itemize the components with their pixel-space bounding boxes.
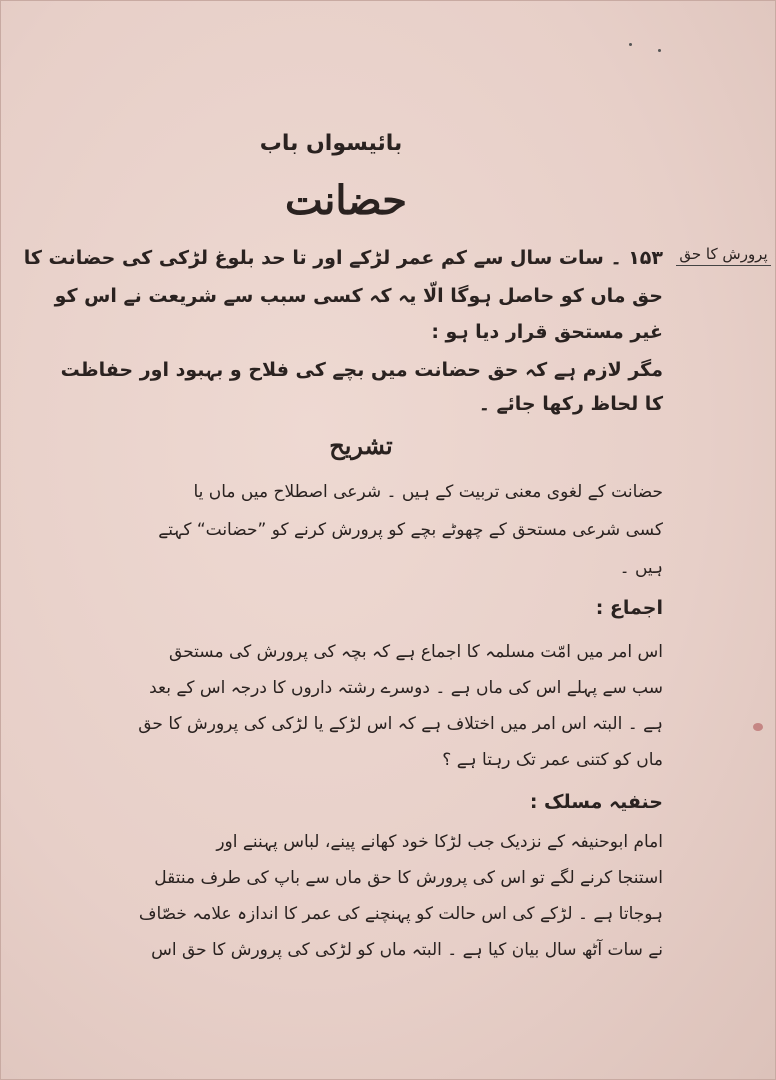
ijma-line: ماں کو کتنی عمر تک رہتا ہے ؟ bbox=[442, 750, 663, 770]
section-153-line: ۱۵۳ ۔ سات سال سے کم عمر لڑکے اور تا حد بلوغ لڑکی کی حضانت کا bbox=[23, 247, 663, 269]
sharh-line: کسی شرعی مستحق کے چھوٹے بچے کو پرورش کرنے کو ”حضانت“ کہتے bbox=[158, 520, 663, 540]
section-153-line: حق ماں کو حاصل ہوگا الّا یہ کہ کسی سبب سے شریعت نے اس کو bbox=[54, 285, 663, 307]
ijma-line: اس امر میں امّت مسلمہ کا اجماع ہے کہ بچہ کی پرورش کی مستحق bbox=[169, 642, 663, 662]
paper-stain bbox=[753, 723, 763, 731]
paper-speck bbox=[629, 43, 632, 46]
chapter-title: حضانت bbox=[284, 177, 407, 224]
hanafi-line: ہوجاتا ہے ۔ لڑکے کی اس حالت کو پہنچنے کی عمر کا اندازہ علامہ خصّاف bbox=[138, 904, 663, 924]
ijma-line: سب سے پہلے اس کی ماں ہے ۔ دوسرے رشتہ داروں کا درجہ اس کے بعد bbox=[149, 678, 663, 698]
section-153-line: غیر مستحق قرار دیا ہو : bbox=[431, 321, 663, 343]
sharh-line: ہیں ۔ bbox=[619, 558, 663, 578]
section-153-line: کا لحاظ رکھا جائے ۔ bbox=[478, 393, 663, 415]
hanafi-line: استنجا کرنے لگے تو اس کی پرورش کا حق ماں سے باپ کی طرف منتقل bbox=[154, 868, 663, 888]
section-153-line: مگر لازم ہے کہ حق حضانت میں بچے کی فلاح و بہبود اور حفاظت bbox=[60, 359, 663, 381]
ijma-line: ہے ۔ البتہ اس امر میں اختلاف ہے کہ اس لڑکے یا لڑکی کی پرورش کا حق bbox=[138, 714, 663, 734]
hanafi-line: نے سات آٹھ سال بیان کیا ہے ۔ البتہ ماں کو لڑکی کی پرورش کا حق اس bbox=[151, 940, 663, 960]
sharh-line: حضانت کے لغوی معنی تربیت کے ہیں ۔ شرعی اصطلاح میں ماں یا bbox=[193, 482, 663, 502]
ijma-heading: اجماع : bbox=[595, 597, 663, 619]
sharh-heading: تشریح bbox=[329, 431, 393, 460]
paper-speck bbox=[658, 49, 661, 52]
hanafi-heading: حنفیہ مسلک : bbox=[529, 791, 663, 813]
chapter-number: بائیسواں باب bbox=[259, 131, 403, 156]
margin-note: پرورش کا حق bbox=[676, 245, 771, 266]
hanafi-line: امام ابوحنیفہ کے نزدیک جب لڑکا خود کھانے پینے، لباس پہننے اور bbox=[216, 832, 663, 852]
